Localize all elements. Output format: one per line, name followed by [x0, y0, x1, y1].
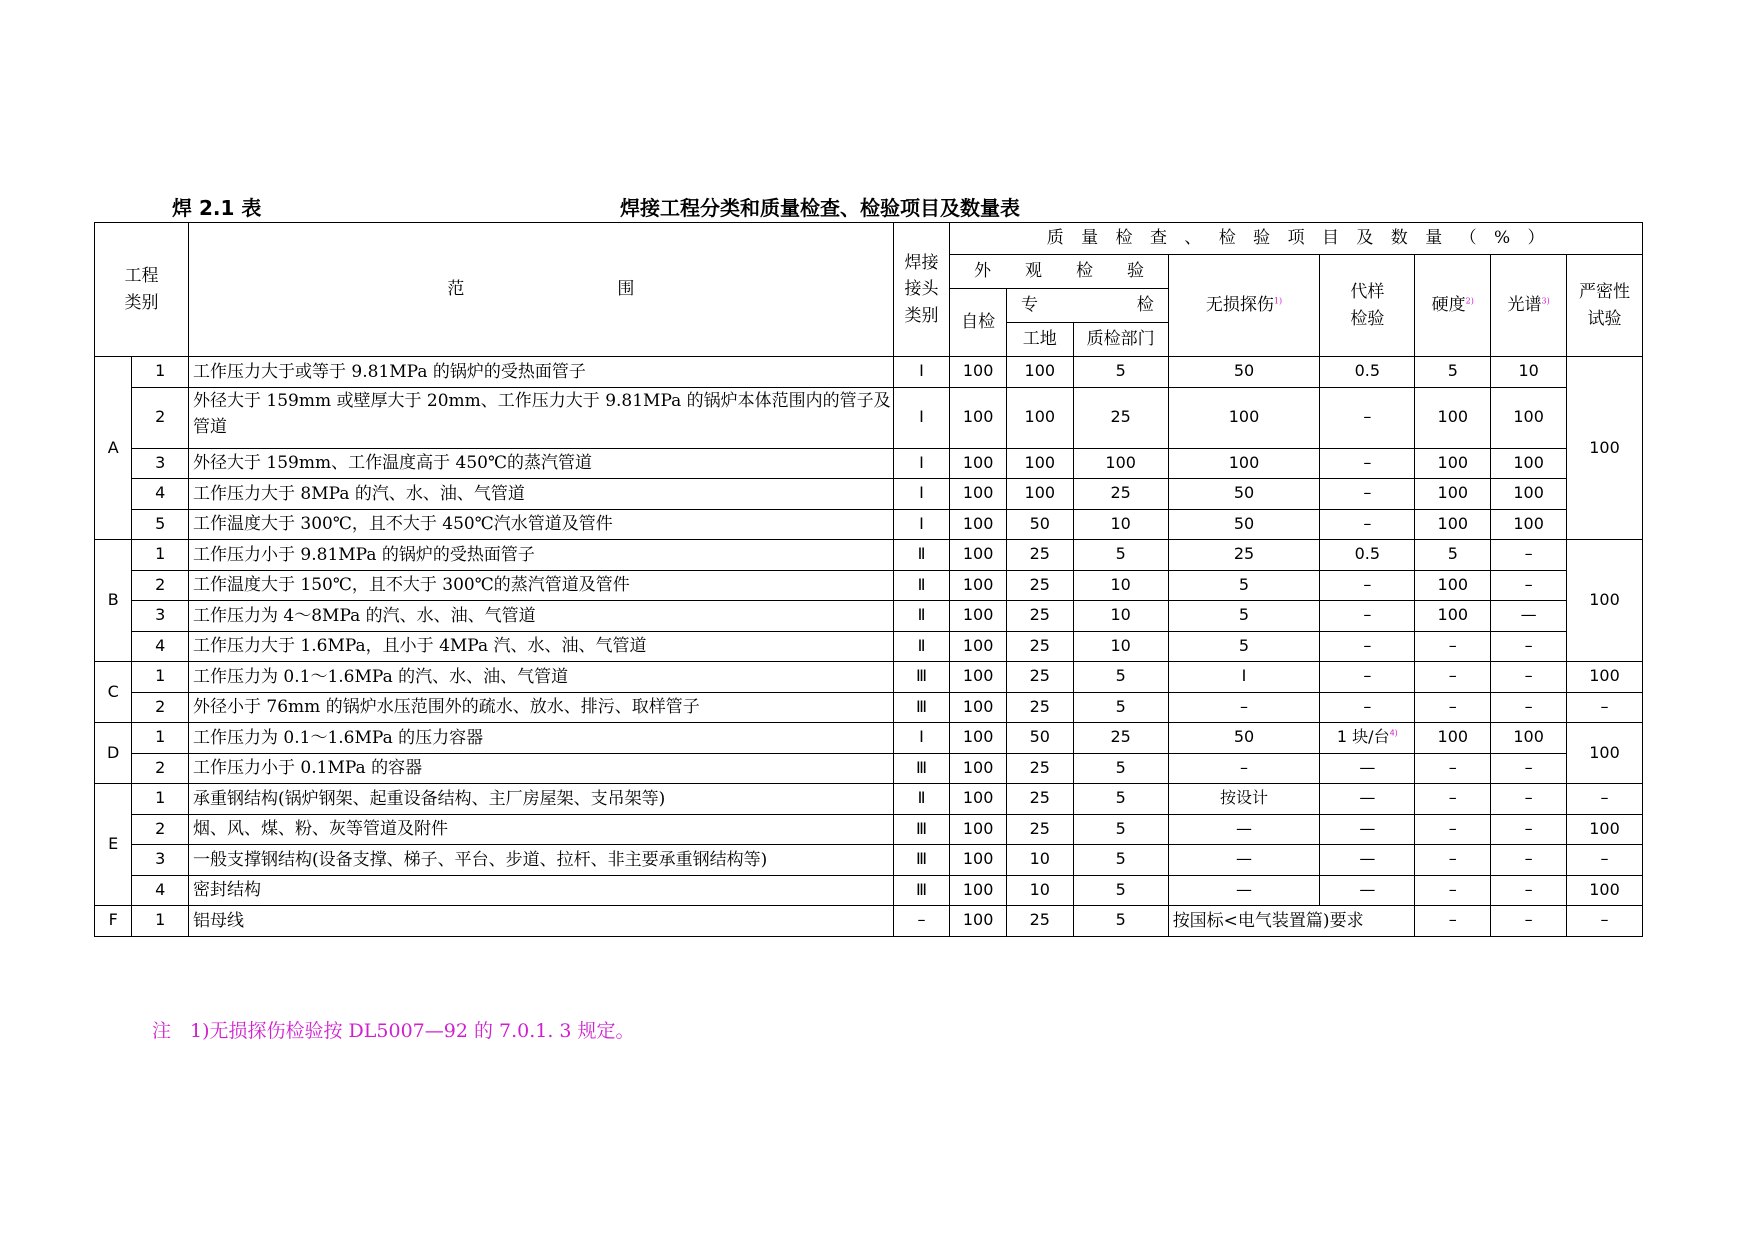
- joint-class-cell: Ⅱ: [893, 601, 950, 632]
- table-row: [95, 448, 1643, 479]
- sample-check-cell: —: [1320, 753, 1415, 784]
- qc-dept-cell: 5: [1073, 784, 1168, 815]
- category-code: A: [95, 357, 132, 540]
- hardness-cell: 5: [1415, 540, 1491, 571]
- spectrum-cell: 100: [1491, 509, 1567, 540]
- ndt-cell: –: [1168, 753, 1320, 784]
- spectrum-cell: –: [1491, 845, 1567, 876]
- sample-check-cell: –: [1320, 479, 1415, 510]
- ndt-cell: 5: [1168, 601, 1320, 632]
- qc-dept-cell: 5: [1073, 540, 1168, 571]
- category-code: D: [95, 723, 132, 784]
- ndt-cell: 100: [1168, 448, 1320, 479]
- table-row: [95, 906, 1643, 937]
- site-check-cell: 25: [1006, 570, 1073, 601]
- header-special-check: 专 检: [1006, 289, 1168, 323]
- ndt-footnote-mark: 1): [1273, 296, 1283, 306]
- ndt-cell: —: [1168, 875, 1320, 906]
- table-caption: [0, 190, 1754, 220]
- hardness-cell: 100: [1415, 601, 1491, 632]
- spectrum-cell: –: [1491, 784, 1567, 815]
- sample-check-cell: –: [1320, 692, 1415, 723]
- row-number: 1: [132, 357, 189, 388]
- sample-check-cell: –: [1320, 631, 1415, 662]
- spectrum-cell: —: [1491, 601, 1567, 632]
- site-check-cell: 25: [1006, 753, 1073, 784]
- self-check-cell: 100: [950, 662, 1007, 693]
- sample-check-cell: 1 块/台$^{4)}$: [1320, 723, 1415, 754]
- row-number: 5: [132, 509, 189, 540]
- row-number: 4: [132, 631, 189, 662]
- spectrum-cell: –: [1491, 875, 1567, 906]
- table-title: 焊接工程分类和质量检查、检验项目及数量表: [620, 196, 1020, 220]
- tightness-cell: –: [1567, 692, 1643, 723]
- tightness-cell: 100: [1567, 357, 1643, 540]
- category-code: F: [95, 906, 132, 937]
- table-row: [95, 784, 1643, 815]
- qc-dept-cell: 25: [1073, 387, 1168, 448]
- table-row: [95, 631, 1643, 662]
- self-check-cell: 100: [950, 631, 1007, 662]
- joint-class-cell: Ⅲ: [893, 814, 950, 845]
- spectrum-cell: –: [1491, 814, 1567, 845]
- hardness-cell: 100: [1415, 387, 1491, 448]
- qc-dept-cell: 5: [1073, 753, 1168, 784]
- sample-check-cell: —: [1320, 875, 1415, 906]
- row-number: 1: [132, 540, 189, 571]
- hardness-cell: 100: [1415, 448, 1491, 479]
- qc-dept-cell: 100: [1073, 448, 1168, 479]
- scope-cell: 工作压力小于 0.1MPa 的容器: [189, 753, 894, 784]
- spectrum-cell: –: [1491, 753, 1567, 784]
- hardness-cell: –: [1415, 784, 1491, 815]
- sample-check-cell: —: [1320, 845, 1415, 876]
- hardness-cell: 100: [1415, 723, 1491, 754]
- spectrum-footnote-mark: 3): [1541, 296, 1550, 306]
- scope-cell: 铝母线: [189, 906, 894, 937]
- ndt-cell: –: [1168, 692, 1320, 723]
- joint-class-cell: Ⅲ: [893, 662, 950, 693]
- header-qc-dept: 质检部门: [1073, 323, 1168, 357]
- joint-class-cell: Ⅰ: [893, 448, 950, 479]
- ndt-cell: 5: [1168, 631, 1320, 662]
- hardness-footnote-mark: 2): [1465, 296, 1474, 306]
- site-check-cell: 50: [1006, 723, 1073, 754]
- ndt-cell: 50: [1168, 723, 1320, 754]
- qc-dept-cell: 10: [1073, 509, 1168, 540]
- qc-dept-cell: 5: [1073, 845, 1168, 876]
- category-code: E: [95, 784, 132, 906]
- self-check-cell: 100: [950, 540, 1007, 571]
- header-site: 工地: [1006, 323, 1073, 357]
- header-ndt: 无损探伤$^{1)}$: [1168, 255, 1320, 357]
- self-check-cell: 100: [950, 448, 1007, 479]
- table-row: [95, 540, 1643, 571]
- qc-dept-cell: 5: [1073, 814, 1168, 845]
- hardness-cell: –: [1415, 631, 1491, 662]
- scope-cell: 外径小于 76mm 的锅炉水压范围外的疏水、放水、排污、取样管子: [189, 692, 894, 723]
- row-number: 1: [132, 723, 189, 754]
- sample-check-cell: –: [1320, 387, 1415, 448]
- qc-dept-cell: 25: [1073, 479, 1168, 510]
- hardness-cell: 100: [1415, 479, 1491, 510]
- table-row: [95, 357, 1643, 388]
- qc-dept-cell: 10: [1073, 601, 1168, 632]
- sample-check-cell: –: [1320, 509, 1415, 540]
- joint-class-cell: Ⅰ: [893, 357, 950, 388]
- table-note: 注 1)无损探伤检验按 DL5007—92 的 7.0.1. 3 规定。: [152, 1020, 635, 1042]
- joint-class-cell: Ⅰ: [893, 387, 950, 448]
- tightness-cell: 100: [1567, 875, 1643, 906]
- joint-class-cell: Ⅲ: [893, 845, 950, 876]
- site-check-cell: 10: [1006, 875, 1073, 906]
- self-check-cell: 100: [950, 753, 1007, 784]
- scope-cell: 工作温度大于 300℃，且不大于 450℃汽水管道及管件: [189, 509, 894, 540]
- site-check-cell: 25: [1006, 784, 1073, 815]
- self-check-cell: 100: [950, 845, 1007, 876]
- joint-class-cell: Ⅱ: [893, 631, 950, 662]
- scope-cell: 工作压力大于或等于 9.81MPa 的锅炉的受热面管子: [189, 357, 894, 388]
- scope-cell: 承重钢结构(锅炉钢架、起重设备结构、主厂房屋架、支吊架等): [189, 784, 894, 815]
- header-tightness: 严密性 试验: [1567, 255, 1643, 357]
- site-check-cell: 100: [1006, 479, 1073, 510]
- sample-check-cell: 0.5: [1320, 540, 1415, 571]
- joint-class-cell: Ⅰ: [893, 723, 950, 754]
- scope-cell: 工作压力为 4～8MPa 的汽、水、油、气管道: [189, 601, 894, 632]
- ndt-cell: —: [1168, 845, 1320, 876]
- sample-check-cell: –: [1320, 601, 1415, 632]
- ndt-cell: 50: [1168, 509, 1320, 540]
- table-row: [95, 814, 1643, 845]
- row-number: 3: [132, 448, 189, 479]
- header-category: 工程 类别: [95, 223, 189, 357]
- table-code: 焊 2.1 表: [172, 196, 262, 220]
- qc-dept-cell: 10: [1073, 570, 1168, 601]
- row-number: 2: [132, 753, 189, 784]
- sample-check-cell: –: [1320, 662, 1415, 693]
- row-number: 2: [132, 814, 189, 845]
- sample-footnote-mark: 4): [1389, 729, 1398, 739]
- tightness-cell: 100: [1567, 540, 1643, 662]
- table-row: [95, 845, 1643, 876]
- hardness-cell: –: [1415, 814, 1491, 845]
- self-check-cell: 100: [950, 601, 1007, 632]
- row-number: 2: [132, 692, 189, 723]
- spectrum-cell: –: [1491, 631, 1567, 662]
- self-check-cell: 100: [950, 906, 1007, 937]
- ndt-cell: 25: [1168, 540, 1320, 571]
- spectrum-cell: –: [1491, 662, 1567, 693]
- hardness-cell: –: [1415, 662, 1491, 693]
- site-check-cell: 100: [1006, 357, 1073, 388]
- row-number: 3: [132, 845, 189, 876]
- ndt-cell: 5: [1168, 570, 1320, 601]
- category-code: B: [95, 540, 132, 662]
- scope-cell: 工作温度大于 150℃，且不大于 300℃的蒸汽管道及管件: [189, 570, 894, 601]
- joint-class-cell: –: [893, 906, 950, 937]
- ndt-cell: Ⅰ: [1168, 662, 1320, 693]
- qc-dept-cell: 5: [1073, 875, 1168, 906]
- ndt-sample-merged-cell: 按国标<电气装置篇)要求: [1168, 906, 1415, 937]
- qc-dept-cell: 5: [1073, 692, 1168, 723]
- table-row: [95, 692, 1643, 723]
- joint-class-cell: Ⅱ: [893, 540, 950, 571]
- site-check-cell: 100: [1006, 448, 1073, 479]
- hardness-cell: –: [1415, 875, 1491, 906]
- spectrum-cell: 10: [1491, 357, 1567, 388]
- ndt-cell: 50: [1168, 479, 1320, 510]
- sample-check-cell: 0.5: [1320, 357, 1415, 388]
- row-number: 1: [132, 784, 189, 815]
- category-code: C: [95, 662, 132, 723]
- sample-check-cell: —: [1320, 814, 1415, 845]
- hardness-cell: –: [1415, 906, 1491, 937]
- spectrum-cell: 100: [1491, 387, 1567, 448]
- table-row: [95, 723, 1643, 754]
- table-row: [95, 509, 1643, 540]
- spectrum-cell: 100: [1491, 448, 1567, 479]
- header-quality-group: 质 量 检 查 、 检 验 项 目 及 数 量 （ % ）: [950, 223, 1643, 255]
- header-joint-class: 焊接 接头 类别: [893, 223, 950, 357]
- self-check-cell: 100: [950, 387, 1007, 448]
- site-check-cell: 10: [1006, 845, 1073, 876]
- spectrum-cell: 100: [1491, 723, 1567, 754]
- joint-class-cell: Ⅲ: [893, 692, 950, 723]
- hardness-cell: 100: [1415, 570, 1491, 601]
- row-number: 2: [132, 387, 189, 448]
- scope-cell: 工作压力大于 8MPa 的汽、水、油、气管道: [189, 479, 894, 510]
- scope-cell: 外径大于 159mm 或壁厚大于 20mm、工作压力大于 9.81MPa 的锅炉本体范围内的管子及管道: [189, 387, 894, 448]
- table-row: [95, 479, 1643, 510]
- qc-dept-cell: 5: [1073, 357, 1168, 388]
- row-number: 4: [132, 479, 189, 510]
- site-check-cell: 25: [1006, 662, 1073, 693]
- site-check-cell: 25: [1006, 631, 1073, 662]
- row-number: 1: [132, 906, 189, 937]
- tightness-cell: –: [1567, 784, 1643, 815]
- spectrum-cell: –: [1491, 540, 1567, 571]
- table-row: [95, 601, 1643, 632]
- site-check-cell: 100: [1006, 387, 1073, 448]
- scope-cell: 工作压力为 0.1～1.6MPa 的压力容器: [189, 723, 894, 754]
- qc-dept-cell: 10: [1073, 631, 1168, 662]
- self-check-cell: 100: [950, 479, 1007, 510]
- site-check-cell: 50: [1006, 509, 1073, 540]
- qc-dept-cell: 25: [1073, 723, 1168, 754]
- header-sample: 代样 检验: [1320, 255, 1415, 357]
- hardness-cell: 5: [1415, 357, 1491, 388]
- tightness-cell: 100: [1567, 662, 1643, 693]
- qc-dept-cell: 5: [1073, 662, 1168, 693]
- table-row: [95, 387, 1643, 448]
- header-visual: 外 观 检 验: [950, 255, 1168, 289]
- header-scope: 范 围: [189, 223, 894, 357]
- row-number: 3: [132, 601, 189, 632]
- site-check-cell: 25: [1006, 814, 1073, 845]
- site-check-cell: 25: [1006, 540, 1073, 571]
- site-check-cell: 25: [1006, 601, 1073, 632]
- joint-class-cell: Ⅲ: [893, 753, 950, 784]
- tightness-cell: –: [1567, 906, 1643, 937]
- qc-dept-cell: 5: [1073, 906, 1168, 937]
- spectrum-cell: –: [1491, 692, 1567, 723]
- self-check-cell: 100: [950, 723, 1007, 754]
- header-hardness: 硬度$^{2)}$: [1415, 255, 1491, 357]
- site-check-cell: 25: [1006, 906, 1073, 937]
- sample-check-cell: –: [1320, 570, 1415, 601]
- hardness-cell: –: [1415, 753, 1491, 784]
- scope-cell: 工作压力小于 9.81MPa 的锅炉的受热面管子: [189, 540, 894, 571]
- ndt-cell: 100: [1168, 387, 1320, 448]
- ndt-cell: 50: [1168, 357, 1320, 388]
- scope-cell: 密封结构: [189, 875, 894, 906]
- ndt-cell: —: [1168, 814, 1320, 845]
- scope-cell: 工作压力为 0.1～1.6MPa 的汽、水、油、气管道: [189, 662, 894, 693]
- hardness-cell: 100: [1415, 509, 1491, 540]
- hardness-cell: –: [1415, 845, 1491, 876]
- spectrum-cell: –: [1491, 570, 1567, 601]
- scope-cell: 外径大于 159mm、工作温度高于 450℃的蒸汽管道: [189, 448, 894, 479]
- row-number: 2: [132, 570, 189, 601]
- joint-class-cell: Ⅰ: [893, 509, 950, 540]
- scope-cell: 烟、风、煤、粉、灰等管道及附件: [189, 814, 894, 845]
- scope-cell: 工作压力大于 1.6MPa，且小于 4MPa 汽、水、油、气管道: [189, 631, 894, 662]
- self-check-cell: 100: [950, 784, 1007, 815]
- table-row: [95, 662, 1643, 693]
- hardness-cell: –: [1415, 692, 1491, 723]
- self-check-cell: 100: [950, 814, 1007, 845]
- row-number: 1: [132, 662, 189, 693]
- self-check-cell: 100: [950, 357, 1007, 388]
- sample-check-cell: –: [1320, 448, 1415, 479]
- tightness-cell: 100: [1567, 814, 1643, 845]
- welding-inspection-table: [94, 222, 1643, 937]
- header-self-check: 自检: [950, 289, 1007, 357]
- row-number: 4: [132, 875, 189, 906]
- self-check-cell: 100: [950, 875, 1007, 906]
- table-row: [95, 875, 1643, 906]
- table-row: [95, 753, 1643, 784]
- site-check-cell: 25: [1006, 692, 1073, 723]
- joint-class-cell: Ⅲ: [893, 875, 950, 906]
- self-check-cell: 100: [950, 570, 1007, 601]
- ndt-cell: 按设计: [1168, 784, 1320, 815]
- spectrum-cell: 100: [1491, 479, 1567, 510]
- spectrum-cell: –: [1491, 906, 1567, 937]
- sample-check-cell: —: [1320, 784, 1415, 815]
- self-check-cell: 100: [950, 692, 1007, 723]
- tightness-cell: –: [1567, 845, 1643, 876]
- tightness-cell: 100: [1567, 723, 1643, 784]
- joint-class-cell: Ⅰ: [893, 479, 950, 510]
- header-spectrum: 光谱$^{3)}$: [1491, 255, 1567, 357]
- self-check-cell: 100: [950, 509, 1007, 540]
- table-row: [95, 570, 1643, 601]
- joint-class-cell: Ⅱ: [893, 784, 950, 815]
- joint-class-cell: Ⅱ: [893, 570, 950, 601]
- scope-cell: 一般支撑钢结构(设备支撑、梯子、平台、步道、拉杆、非主要承重钢结构等): [189, 845, 894, 876]
